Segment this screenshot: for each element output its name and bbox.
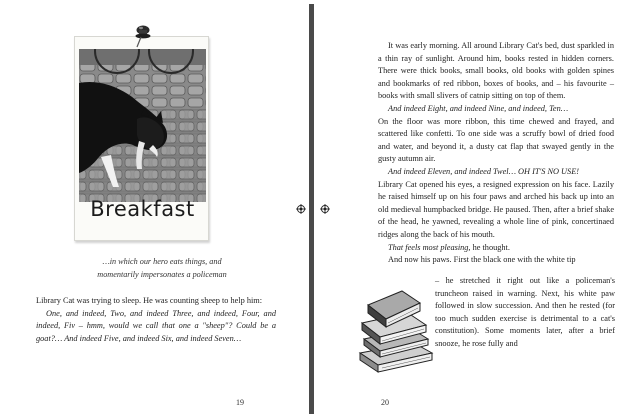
right-paragraph-5: Library Cat opened his eyes, a resigned expression on his face. Lazily he raised himself up on his four paws and arched his back up into an old medieval humpbacked bridge. He paused. Then, after a brief shake of the head, he yawned, revealing a whole line of pink, concertinaed ridges along the back of his mouth. — [378, 179, 614, 239]
chapter-title: Breakfast — [90, 197, 195, 221]
right-paragraph-7-line-1: And now his paws. First the black one with the white tip — [388, 255, 576, 265]
right-paragraph-7-wrapped: – he stretched it right out like a policeman's truncheon raised in warning. Next, his white paw followed in slow succession. And then he rested (for too much sudden exercise is detrimental to a cat's constitution). Some moments later, after a brief snooze, he rose fully and — [435, 276, 615, 348]
left-page-body — [36, 295, 276, 345]
book-stack-illustration — [354, 283, 438, 373]
right-paragraph-2: And indeed Eight, and indeed Nine, and indeed, Ten… — [388, 103, 569, 113]
cat-photo-image — [79, 49, 206, 202]
cat-photo — [79, 49, 206, 202]
left-paragraph-2: One, and indeed, Two, and indeed Three, and indeed, Four, and indeed, Fiv – hmm, would we call that one a "sheep"? Could be a goat?… And indeed Five, and indeed Six, and indeed Seven… — [36, 308, 276, 343]
thought-tag: he thought. — [470, 242, 510, 252]
polaroid-photo — [74, 36, 209, 241]
subtitle-line-2: momentarily impersonates a policeman — [97, 270, 227, 279]
right-paragraph-1: It was early morning. All around Library Cat's bed, dust sparkled in a thin ray of sunlight. Around him, books rested in hidden corners. There were thick books, small books, old books with golden spines and bookmarks of red ribbon, boxes of books, and – his favourite – books with small slivers of catnip sitting on top of them. — [378, 41, 614, 101]
thought-text: That feels most pleasing, — [388, 242, 471, 252]
left-paragraph-1: Library Cat was trying to sleep. He was counting sheep to help him: — [36, 296, 263, 305]
page-number-left: 19 — [236, 398, 244, 407]
chapter-subtitle — [62, 255, 262, 281]
right-page-body — [378, 40, 614, 267]
registration-mark-icon — [320, 204, 330, 214]
right-paragraph-6 — [378, 242, 614, 255]
right-paragraph-4: And indeed Eleven, and indeed Twel… OH IT'S NO USE! — [388, 166, 580, 176]
push-pin-icon — [132, 22, 152, 48]
registration-mark-icon — [296, 204, 306, 214]
right-paragraph-3: On the floor was more ribbon, this time chewed and frayed, and scattered like confetti. To one side was a scruffy bowl of dried food and water, and beyond it, a dusty cat flap that swayed gently in the gusty autumn air. — [378, 116, 614, 164]
page-number-right: 20 — [381, 398, 389, 407]
book-spine — [309, 4, 314, 414]
subtitle-line-1: …in which our hero eats things, and — [102, 257, 222, 266]
